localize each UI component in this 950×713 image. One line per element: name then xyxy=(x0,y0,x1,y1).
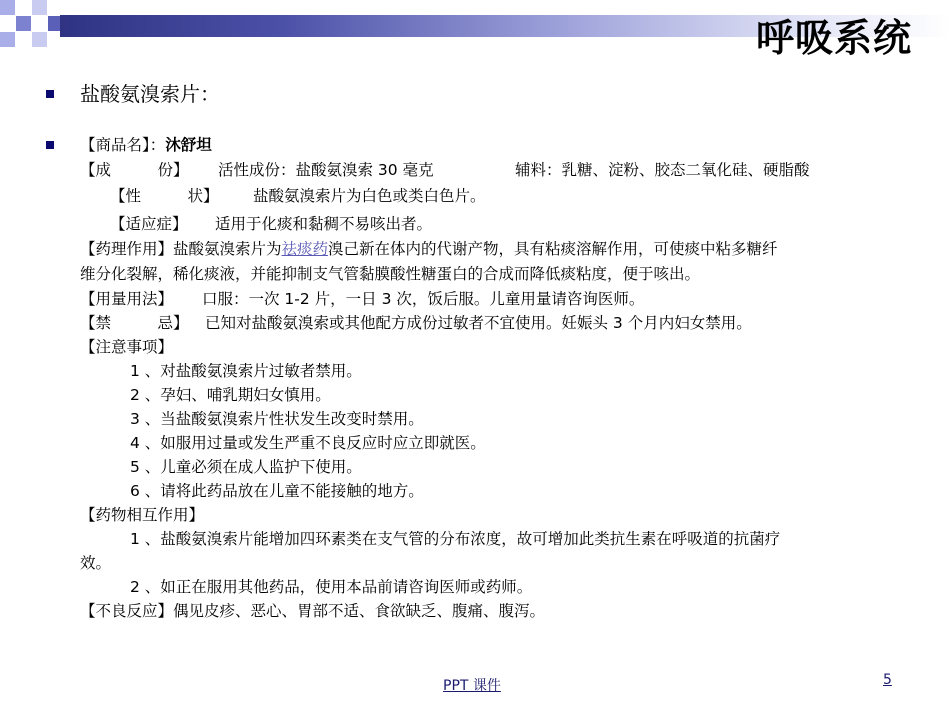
pharmacology-line-1 xyxy=(80,240,778,259)
corner-decoration-square xyxy=(16,16,31,31)
product-name-row xyxy=(80,136,212,155)
precaution-item: 6 、请将此药品放在儿童不能接触的地方。 xyxy=(130,482,424,500)
pharmacology-suffix: 溴己新在体内的代谢产物，具有粘痰溶解作用，可使痰中粘多糖纤 xyxy=(328,240,778,258)
slide-title: 呼吸系统 xyxy=(755,16,912,60)
product-name-value: 沐舒坦 xyxy=(165,136,212,154)
precaution-item: 1 、对盐酸氨溴索片过敏者禁用。 xyxy=(130,362,362,380)
indications-label: 【适应症】 xyxy=(110,215,188,233)
section-heading: 盐酸氨溴索片： xyxy=(80,82,220,106)
corner-decoration-square xyxy=(32,0,47,15)
character-text: 盐酸氨溴索片为白色或类白色片。 xyxy=(253,187,486,205)
composition-label: 【成 份】 xyxy=(80,161,189,179)
interactions-label: 【药物相互作用】 xyxy=(80,506,205,524)
precaution-item: 3 、当盐酸氨溴索片性状发生改变时禁用。 xyxy=(130,410,424,428)
precaution-item: 5 、儿童必须在成人监护下使用。 xyxy=(130,458,362,476)
interaction-item-1: 1 、盐酸氨溴索片能增加四环素类在支气管的分布浓度，故可增加此类抗生素在呼吸道的抗菌疗 xyxy=(130,530,781,548)
bullet-icon xyxy=(46,90,54,98)
precautions-label: 【注意事项】 xyxy=(80,338,174,356)
product-name-label: 【商品名】： xyxy=(80,136,166,154)
interaction-item-1-continued: 效。 xyxy=(80,554,112,572)
corner-decoration-square xyxy=(0,0,15,15)
precaution-item: 4 、如服用过量或发生严重不良反应时应立即就医。 xyxy=(130,434,486,452)
interaction-item-2: 2 、如正在服用其他药品，使用本品前请咨询医师或药师。 xyxy=(130,578,533,596)
adverse-reactions: 【不良反应】偶见皮疹、恶心、胃部不适、食欲缺乏、腹痛、腹泻。 xyxy=(80,602,546,620)
pharmacology-line-2: 维分化裂解，稀化痰液，并能抑制支气管黏膜酸性糖蛋白的合成而降低痰粘度，便于咳出。 xyxy=(80,265,701,283)
character-label: 【性 状】 xyxy=(110,187,219,205)
composition-text: 活性成份：盐酸氨溴索 30 毫克 xyxy=(218,161,434,179)
bullet-icon xyxy=(46,141,54,149)
dosage-label: 【用量用法】 xyxy=(80,290,174,308)
dosage-text: 口服：一次 1-2 片，一日 3 次，饭后服。儿童用量请咨询医师。 xyxy=(202,290,645,308)
contraindications-text: 已知对盐酸氨溴索或其他配方成份过敏者不宜使用。妊娠头 3 个月内妇女禁用。 xyxy=(205,314,752,332)
pharmacology-prefix: 【药理作用】盐酸氨溴索片为 xyxy=(80,240,282,258)
excipients-text: 辅料：乳糖、淀粉、胶态二氧化硅、硬脂酸 xyxy=(515,161,810,179)
indications-text: 适用于化痰和黏稠不易咳出者。 xyxy=(215,215,433,233)
expectorant-link[interactable]: 祛痰药 xyxy=(281,240,329,258)
corner-decoration-square xyxy=(32,32,47,47)
contraindications-label: 【禁 忌】 xyxy=(80,314,189,332)
corner-decoration-square xyxy=(0,32,15,47)
footer-link[interactable]: PPT 课件 xyxy=(443,678,501,694)
page-number: 5 xyxy=(883,672,892,688)
precaution-item: 2 、孕妇、哺乳期妇女慎用。 xyxy=(130,386,331,404)
